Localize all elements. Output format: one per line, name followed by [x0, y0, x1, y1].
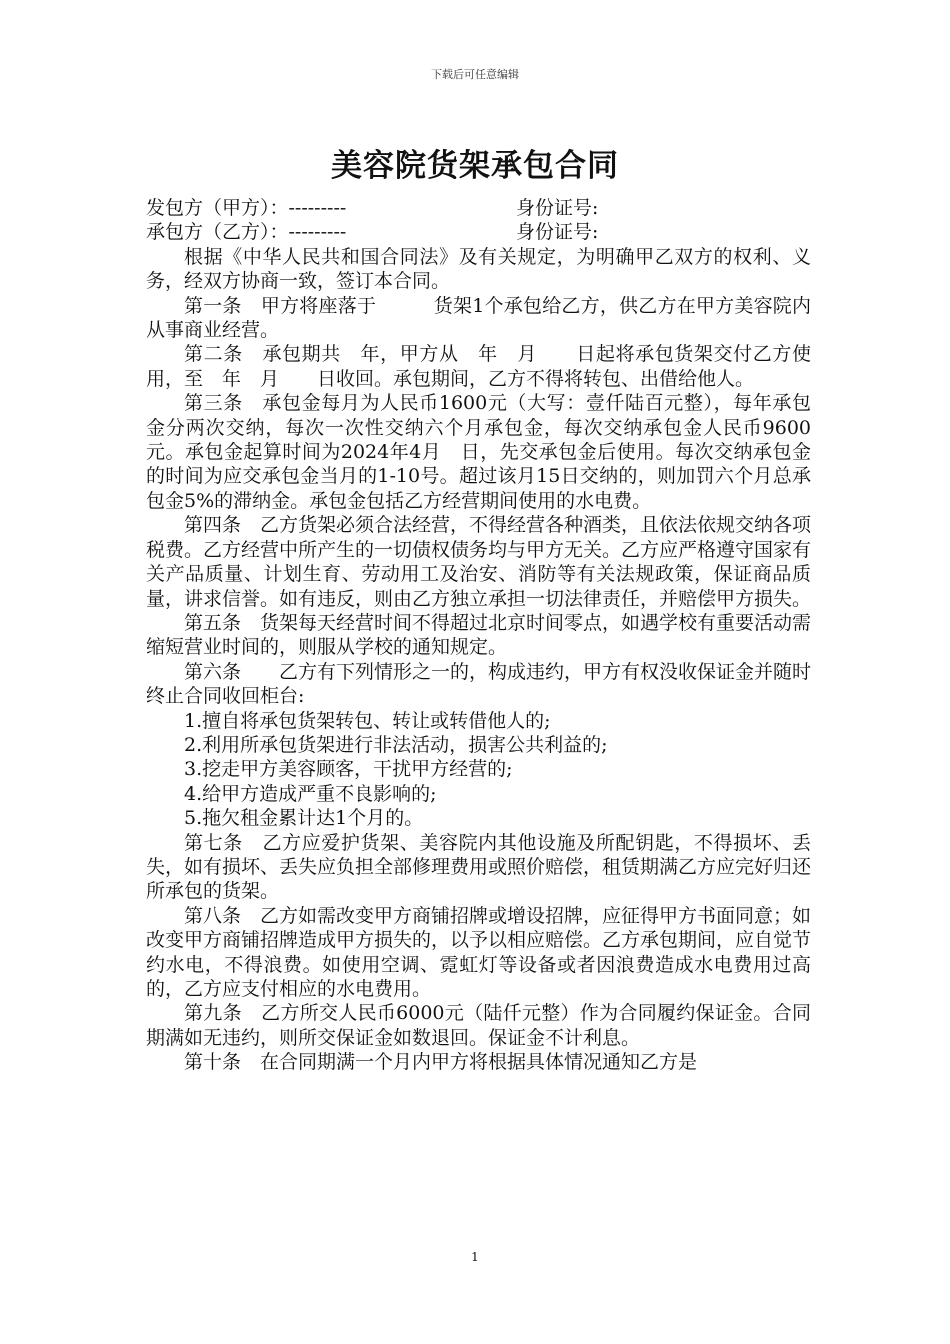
- violation-item-5: 5.拖欠租金累计达1个月的。: [184, 807, 424, 830]
- violation-item-4: 4.给甲方造成严重不良影响的;: [184, 782, 437, 805]
- article-5: 第五条 货架每天经营时间不得超过北京时间零点，如遇学校有重要活动需缩短营业时间的，则服从学校的通知规定。: [146, 611, 812, 659]
- party-b-id-label: 身份证号:: [516, 221, 599, 244]
- article-9: 第九条 乙方所交人民币6000元（陆仟元整）作为合同履约保证金。合同期满如无违约，则所交保证金如数退回。保证金不计利息。: [146, 1002, 811, 1049]
- article-8: 第八条 乙方如需改变甲方商铺招牌或增设招牌，应征得甲方书面同意；如改变甲方商铺招牌造成甲方损失的，以予以相应赔偿。乙方承包期间，应自觉节约水电，不得浪费。如使用空调、霓虹灯等设备或者因浪费造成水电费用过高的，乙方应支付相应的水电费用。: [146, 904, 812, 1000]
- party-b-label: 承包方（乙方）：---------: [146, 221, 347, 244]
- party-a-line: [146, 196, 811, 220]
- article-6: 第六条 乙方有下列情形之一的，构成违约，甲方有权没收保证金并随时终止合同收回柜台:: [146, 660, 812, 708]
- party-a-label: 发包方（甲方）：---------: [146, 197, 347, 219]
- header-note: 下载后可任意编辑: [431, 68, 519, 81]
- violation-item-1: 1.擅自将承包货架转包、转让或转借他人的;: [184, 709, 551, 732]
- intro-paragraph: 根据《中华人民共和国合同法》及有关规定，为明确甲乙双方的权利、义务，经双方协商一致，签订本合同。: [146, 245, 811, 293]
- article-7: 第七条 乙方应爱护货架、美容院内其他设施及所配钥匙，不得损坏、丢失，如有损坏、丢失应负担全部修理费用或照价赔偿，租赁期满乙方应完好归还所承包的货架。: [146, 831, 812, 903]
- article-10: 第十条 在合同期满一个月内甲方将根据具体情况通知乙方是: [184, 1051, 698, 1074]
- article-1: 第一条 甲方将座落于 货架1个承包给乙方，供乙方在甲方美容院内从事商业经营。: [146, 294, 811, 342]
- contract-body: [146, 196, 811, 1075]
- article-2: 第二条 承包期共 年，甲方从 年 月 日起将承包货架交付乙方使用，至 年 月 日收回。承包期间，乙方不得将转包、出借给他人。: [146, 343, 811, 390]
- violation-item-2: 2.利用所承包货架进行非法活动，损害公共利益的;: [184, 733, 608, 756]
- article-3: 第三条 承包金每月为人民币1600元（大写：壹仟陆百元整），每年承包金分两次交纳，每次一次性交纳六个月承包金，每次交纳承包金人民币9600元。承包金起算时间为2024年4月 日，先交承包金后使用。每次交纳承包金的时间为应交承包金当月的1-10号。超过该月15日交纳的，则加罚六个月总承包金5%的滞纳金。承包金包括乙方经营期间使用的水电费。: [146, 392, 811, 512]
- violation-item-3: 3.挖走甲方美容顾客，干扰甲方经营的;: [184, 758, 513, 781]
- page-number: 1: [471, 1250, 479, 1264]
- document-title: 美容院货架承包合同: [331, 148, 619, 184]
- party-a-id-label: 身份证号:: [516, 197, 599, 219]
- article-4: 第四条 乙方货架必须合法经营，不得经营各种酒类，且依法依规交纳各项税费。乙方经营中所产生的一切债权债务均与甲方无关。乙方应严格遵守国家有关产品质量、计划生育、劳动用工及治安、消防等有关法规政策，保证商品质量，讲求信誉。如有违反，则由乙方独立承担一切法律责任，并赔偿甲方损失。: [146, 514, 812, 610]
- party-b-line: [146, 220, 811, 244]
